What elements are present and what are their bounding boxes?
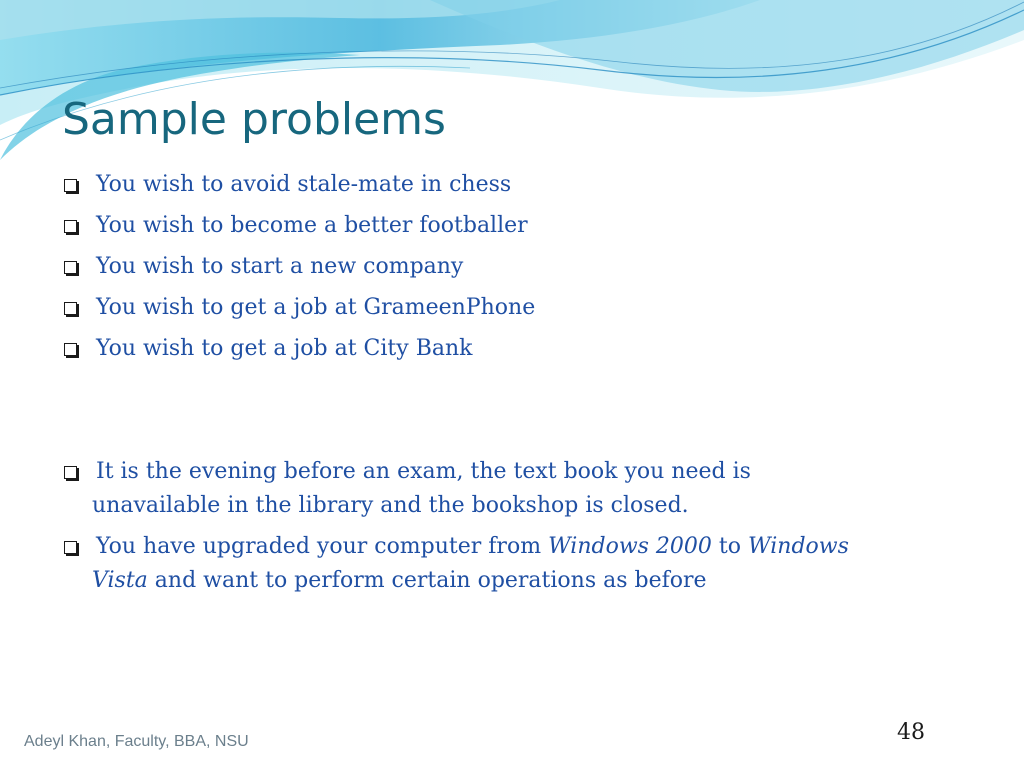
checkbox-square-icon (64, 343, 77, 356)
checkbox-square-icon (64, 466, 77, 479)
bullet-item-upgrade (62, 530, 942, 598)
checkbox-square-icon (64, 541, 77, 554)
checkbox-square-icon (64, 220, 77, 233)
bullet-item (62, 250, 762, 291)
bullet-text-part2: to (711, 534, 749, 559)
os-old-name: Windows 2000 (548, 534, 712, 559)
bullet-text-line1: It is the evening before an exam, the text book you need is (96, 459, 751, 484)
bullet-item (62, 332, 762, 373)
bullet-list-scenarios (62, 455, 942, 605)
bullet-text: You wish to start a new company (96, 254, 464, 279)
bullet-text: You wish to get a job at City Bank (96, 336, 473, 361)
checkbox-square-icon (64, 261, 77, 274)
bullet-text-part1: You have upgraded your computer from (96, 534, 549, 559)
footer-author: Adeyl Khan, Faculty, BBA, NSU (24, 733, 249, 750)
checkbox-square-icon (64, 302, 77, 315)
os-new-name-word1: Windows (748, 534, 849, 559)
bullet-text-line2 (62, 564, 942, 598)
bullet-list-problems (62, 168, 762, 373)
os-new-name-word2: Vista (92, 568, 148, 593)
checkbox-square-icon (64, 179, 77, 192)
bullet-item (62, 209, 762, 250)
page-number: 48 (897, 720, 925, 745)
bullet-text-part3: and want to perform certain operations as before (147, 568, 707, 593)
slide-title: Sample problems (62, 94, 446, 145)
bullet-item (62, 168, 762, 209)
bullet-text: You wish to avoid stale-mate in chess (96, 172, 512, 197)
bullet-text-line2: unavailable in the library and the bookshop is closed. (92, 493, 689, 518)
bullet-item (62, 291, 762, 332)
bullet-text: You wish to become a better footballer (96, 213, 528, 238)
bullet-item-exam (62, 455, 942, 523)
bullet-text: You wish to get a job at GrameenPhone (96, 295, 536, 320)
